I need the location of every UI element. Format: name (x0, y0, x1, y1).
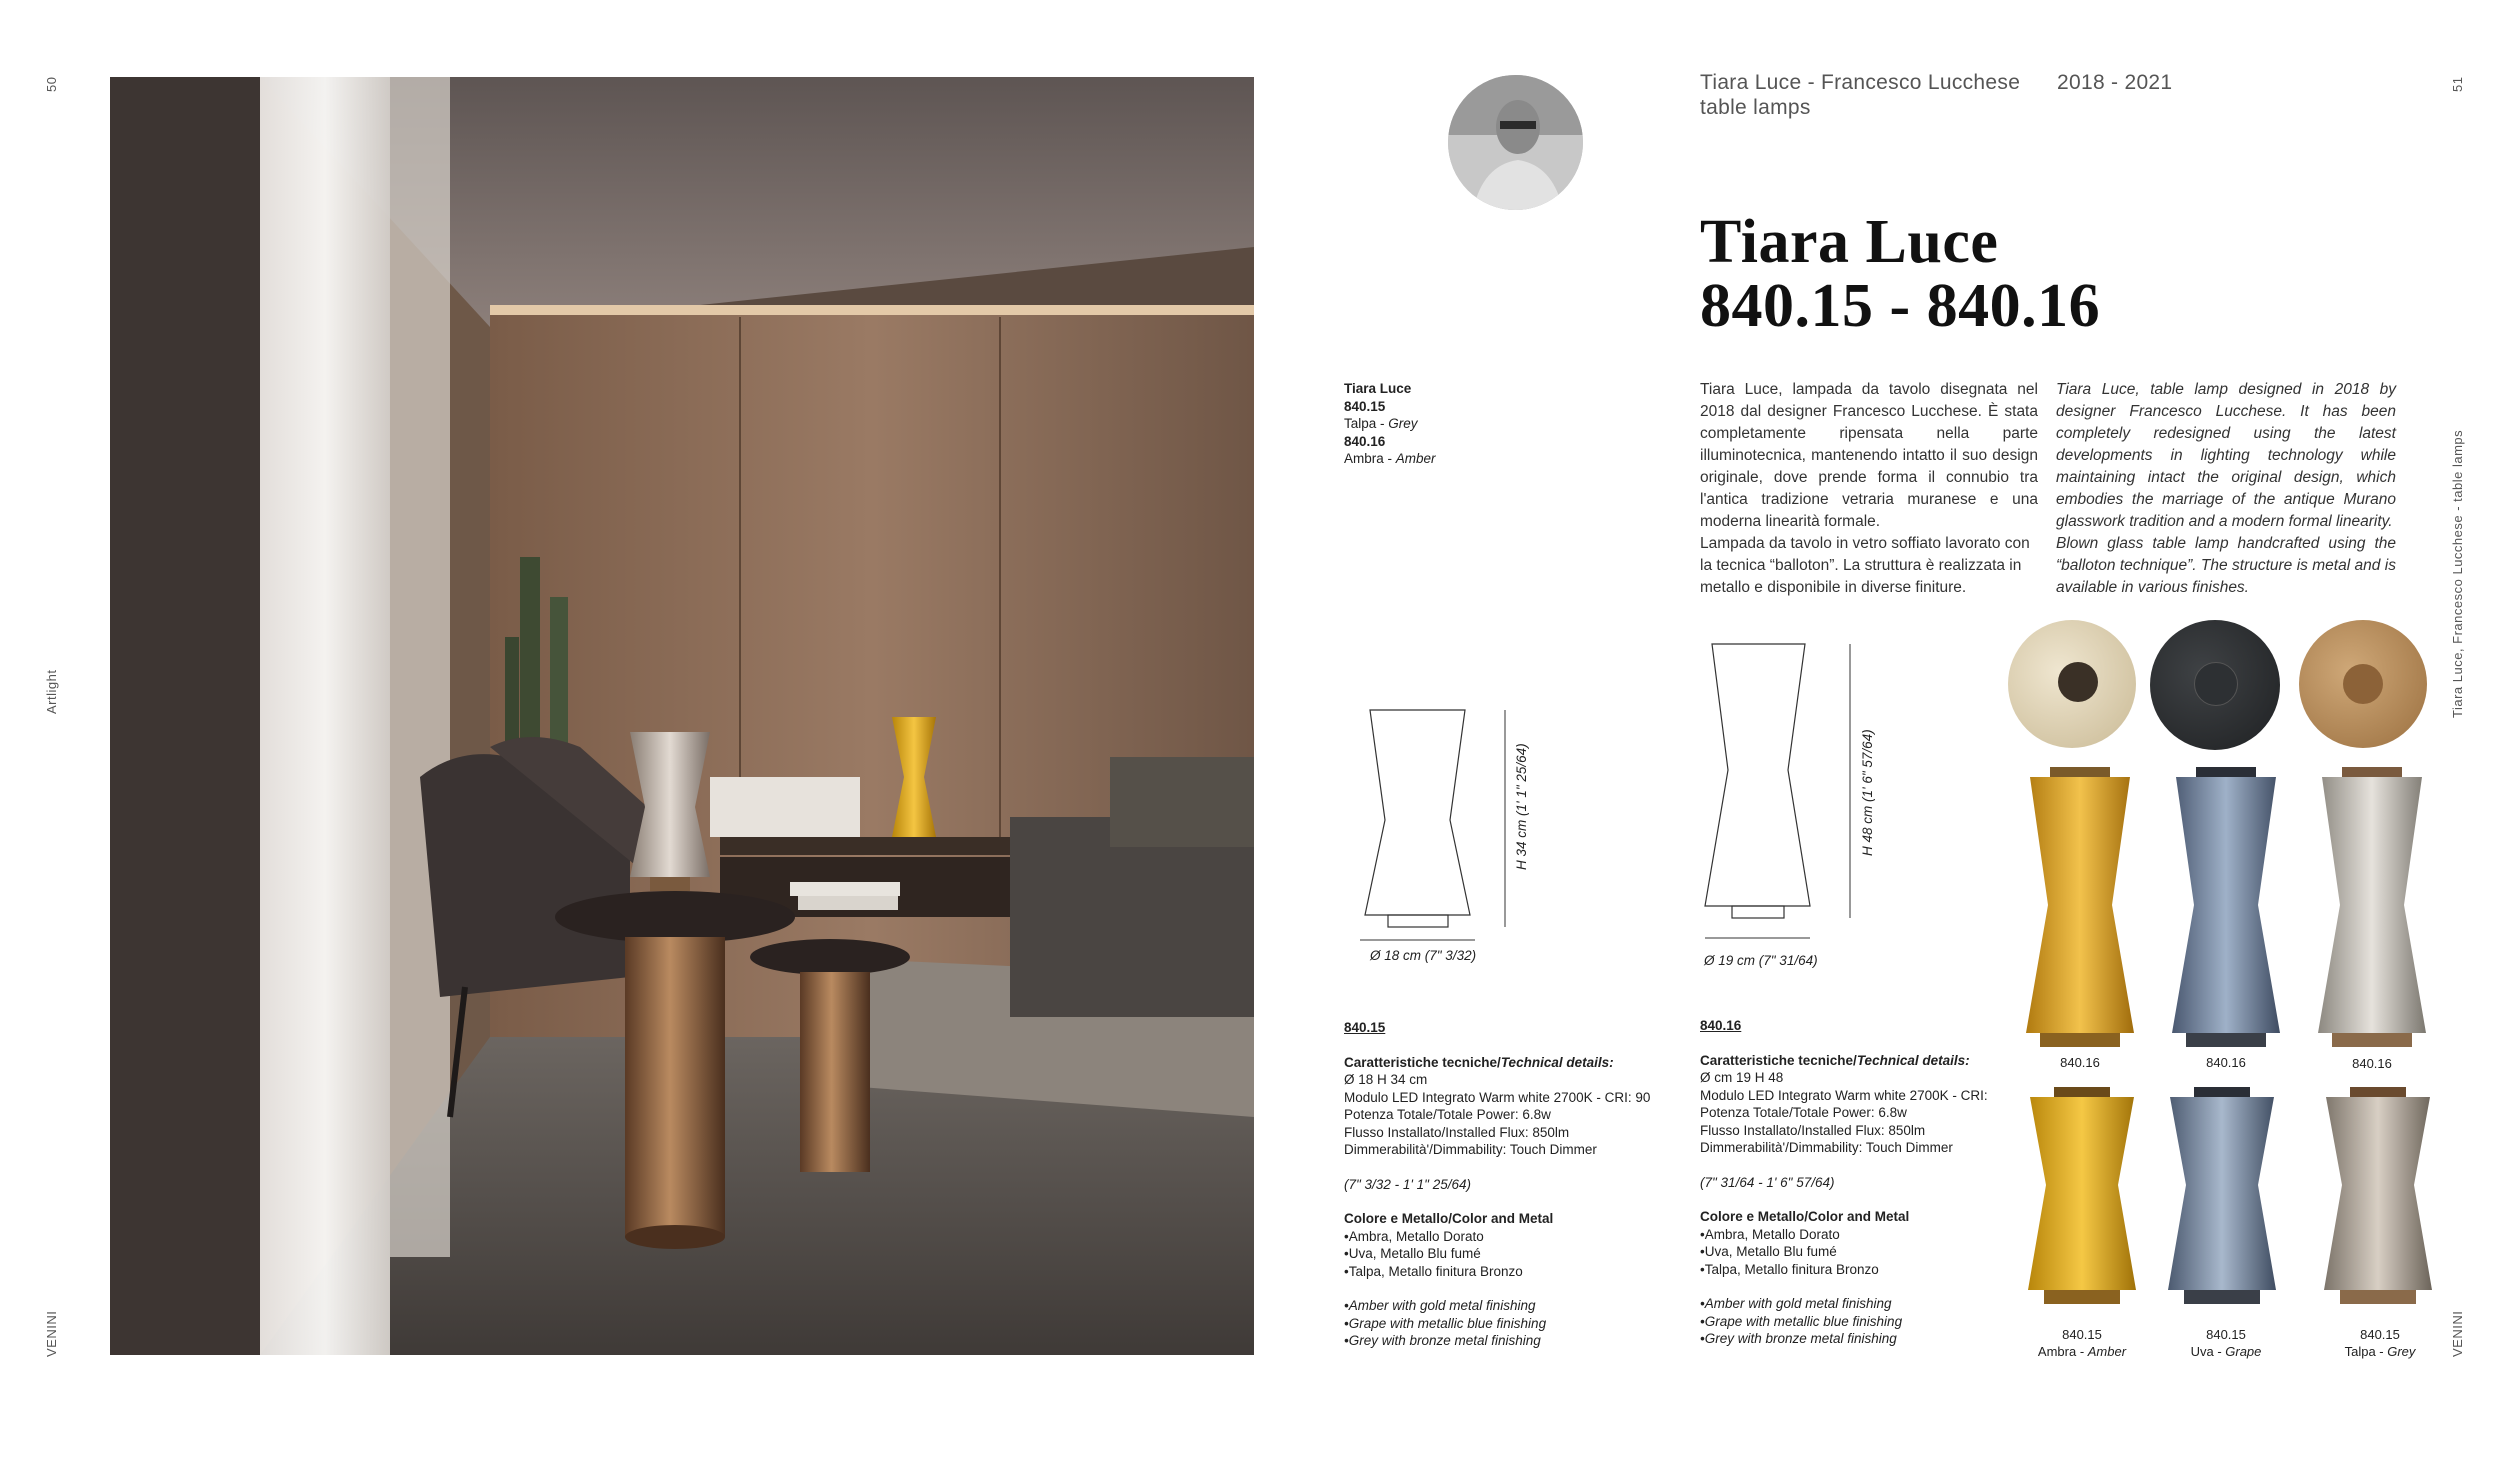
spec-840-16-color-en: •Grey with bronze metal finishing (1700, 1331, 1897, 1346)
page-number-right: 51 (2450, 76, 2465, 92)
section-label-right: Tiara Luce, Francesco Lucchese - table lamps (2450, 429, 2465, 718)
description-english (2056, 379, 2396, 599)
drawing-840-15-diameter: Ø 18 cm (7" 3/32) (1370, 948, 1477, 963)
lamp-thumb-grape-840-15 (2162, 1085, 2282, 1310)
lamp-caption: 840.16 (2060, 1055, 2100, 1070)
finish-knob (2343, 664, 2383, 704)
spec-840-15-line: Dimmerabilità'/Dimmability: Touch Dimmer (1344, 1142, 1597, 1157)
product-legend (1344, 380, 1544, 468)
spec-840-15-code: 840.15 (1344, 1020, 1386, 1035)
lamp-thumb-grape-840-16 (2166, 765, 2286, 1055)
spec-block-840-15 (1344, 1019, 1674, 1350)
spec-840-15-color-it: •Uva, Metallo Blu fumé (1344, 1246, 1481, 1261)
legend-code-1: 840.15 (1344, 398, 1386, 414)
lamp-caption-840-15-amber (2022, 1326, 2142, 1360)
spec-840-16-color-it: •Talpa, Metallo finitura Bronzo (1700, 1261, 1879, 1277)
legend-color-1-it: Talpa - (1344, 416, 1389, 431)
description-italian (1700, 379, 2038, 599)
drawing-840-16-height: H 48 cm (1' 6" 57/64) (1860, 729, 1875, 856)
lamp-caption-code: 840.15 (2062, 1327, 2102, 1342)
spec-840-15-color-en: •Grape with metallic blue finishing (1344, 1315, 1547, 1331)
lamp-caption-840-15-grey (2320, 1326, 2440, 1360)
finish-swatch-bronze (2299, 620, 2427, 748)
spec-840-15-line: Flusso Installato/Installed Flux: 850lm (1344, 1124, 1570, 1140)
lamp-caption-code: 840.15 (2206, 1327, 2246, 1342)
header-years: 2018 - 2021 (2057, 71, 2173, 94)
drawing-840-16 (1700, 640, 1880, 940)
page-number-left: 50 (44, 76, 59, 92)
lamp-caption: 840.16 (2206, 1055, 2246, 1070)
legend-color-1-en: Grey (1388, 416, 1418, 431)
spec-block-840-16 (1700, 1017, 2030, 1348)
spec-840-15-color-it: •Talpa, Metallo finitura Bronzo (1344, 1263, 1523, 1279)
lamp-caption-it: Ambra - (2037, 1344, 2088, 1359)
legend-color-2-en: Amber (1395, 451, 1436, 466)
lamp-caption-en: Grey (2387, 1344, 2416, 1359)
lamp-caption: 840.16 (2352, 1056, 2392, 1071)
spec-840-16-line: Ø cm 19 H 48 (1700, 1070, 1784, 1085)
header-designer: Tiara Luce - Francesco Lucchese (1700, 71, 2021, 94)
product-codes: 840.15 - 840.16 (1700, 272, 2101, 340)
finish-knob (2194, 662, 2238, 706)
finish-knob (2058, 662, 2098, 702)
spec-840-15-color-en: •Grey with bronze metal finishing (1344, 1333, 1541, 1348)
brand-label-right: VENINI (2450, 1310, 2465, 1357)
finish-swatch-gold (2008, 620, 2136, 748)
spec-840-16-heading-en: Technical details: (1856, 1052, 1970, 1068)
brand-label-left: VENINI (44, 1310, 59, 1357)
spec-840-16-line: Modulo LED Integrato Warm white 2700K - CRI: (1700, 1087, 1988, 1103)
lamp-thumb-amber-840-16 (2020, 765, 2140, 1055)
spec-840-16-line: Flusso Installato/Installed Flux: 850lm (1700, 1122, 1926, 1138)
lamp-caption-it: Talpa - (2344, 1344, 2388, 1359)
drawing-840-16-diameter: Ø 19 cm (7" 31/64) (1704, 953, 1818, 968)
spec-840-15-heading-it: Caratteristiche tecniche/ (1344, 1054, 1501, 1070)
spec-840-16-color-it: •Ambra, Metallo Dorato (1700, 1226, 1840, 1242)
spec-840-16-color-en: •Grape with metallic blue finishing (1700, 1313, 1903, 1329)
product-title: Tiara Luce (1700, 208, 1999, 276)
lamp-thumb-amber-840-15 (2022, 1085, 2142, 1310)
spec-840-16-line: Potenza Totale/Totale Power: 6.8w (1700, 1105, 1907, 1120)
spec-840-15-line: Ø 18 H 34 cm (1344, 1072, 1428, 1087)
spec-840-15-imperial: (7" 3/32 - 1' 1" 25/64) (1344, 1176, 1471, 1192)
spec-840-16-imperial: (7" 31/64 - 1' 6" 57/64) (1700, 1174, 1835, 1190)
lamp-caption-en: Amber (2087, 1344, 2127, 1359)
description-en-paragraph-2: Blown glass table lamp handcrafted using the “balloton technique”. The structure is metal and is available in various finishes. (2056, 535, 2396, 596)
spec-840-16-color-en: •Amber with gold metal finishing (1700, 1296, 1892, 1311)
spec-840-15-color-it: •Ambra, Metallo Dorato (1344, 1228, 1484, 1244)
spec-840-15-color-heading: Colore e Metallo/Color and Metal (1344, 1211, 1554, 1226)
lamp-caption-en: Grape (2225, 1344, 2262, 1359)
legend-color-2-it: Ambra - (1344, 451, 1396, 466)
designer-portrait (1448, 75, 1583, 210)
lamp-thumb-grey-840-16 (2312, 765, 2432, 1055)
spec-840-16-code: 840.16 (1700, 1018, 1742, 1033)
description-en-paragraph-1: Tiara Luce, table lamp designed in 2018 by designer Francesco Lucchese. It has been completely redesigned using the latest developments in lighting technology while maintaining intact the original design, which embodies the marriage of the antique Murano glasswork tradition and a modern formal linearity. (2056, 381, 2396, 530)
lamp-caption-code: 840.15 (2360, 1327, 2400, 1342)
legend-code-2: 840.16 (1344, 433, 1386, 449)
spec-840-15-color-en: •Amber with gold metal finishing (1344, 1298, 1536, 1313)
description-it-paragraph-1: Tiara Luce, lampada da tavolo disegnata nel 2018 dal designer Francesco Lucchese. È stata completamente ripensata nella parte illuminotecnica, mantenendo intatto il suo design originale, dove prende forma il connubio tra l'antica tradizione vetraria muranese e una moderna linearità formale. (1700, 381, 2038, 530)
lamp-thumb-grey-840-15 (2318, 1085, 2438, 1310)
spec-840-16-line: Dimmerabilità'/Dimmability: Touch Dimmer (1700, 1140, 1953, 1155)
description-it-paragraph-2: Lampada da tavolo in vetro soffiato lavorato con la tecnica “balloton”. La struttura è realizzata in metallo e disponibile in diverse finiture. (1700, 535, 2030, 596)
finish-swatch-blue (2150, 620, 2280, 750)
legend-name: Tiara Luce (1344, 381, 1412, 396)
section-label-left: Artlight (44, 669, 59, 714)
spec-840-15-line: Modulo LED Integrato Warm white 2700K - CRI: 90 (1344, 1089, 1651, 1105)
spec-840-15-heading-en: Technical details: (1500, 1054, 1614, 1070)
spec-840-16-color-it: •Uva, Metallo Blu fumé (1700, 1244, 1837, 1259)
drawing-840-15 (1350, 700, 1530, 980)
spec-840-16-color-heading: Colore e Metallo/Color and Metal (1700, 1209, 1910, 1224)
lamp-caption-it: Uva - (2190, 1344, 2226, 1359)
header-category: table lamps (1700, 96, 1811, 119)
spec-840-15-line: Potenza Totale/Totale Power: 6.8w (1344, 1107, 1551, 1122)
spec-840-16-heading-it: Caratteristiche tecniche/ (1700, 1052, 1857, 1068)
drawing-840-15-height: H 34 cm (1' 1" 25/64) (1514, 743, 1529, 870)
lamp-caption-840-15-grape (2166, 1326, 2286, 1360)
interior-photo (110, 77, 1254, 1355)
